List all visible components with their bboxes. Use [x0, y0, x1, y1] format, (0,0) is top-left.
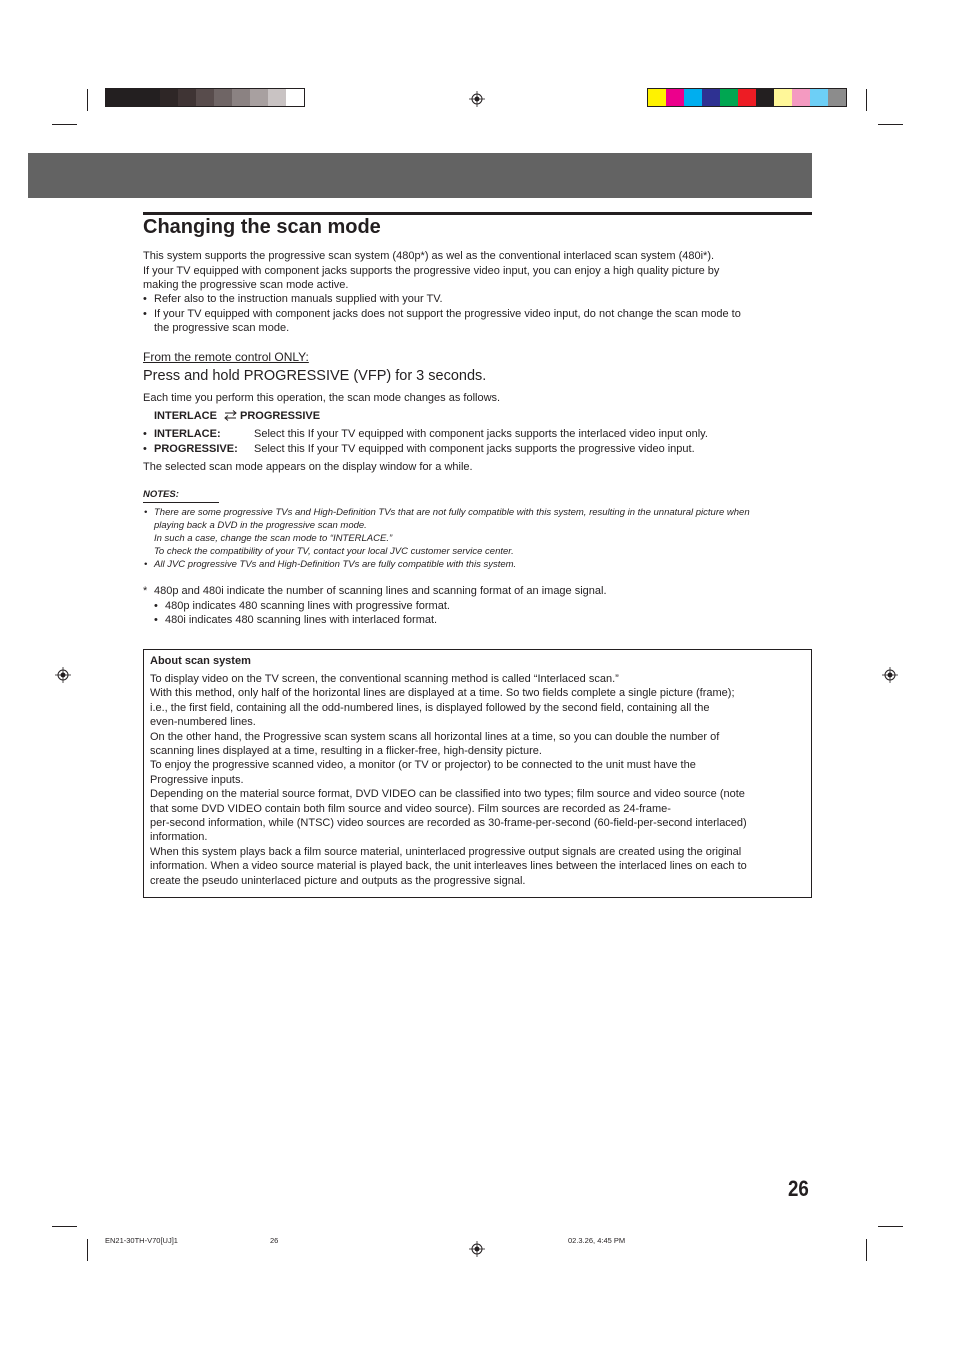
color-swatch [142, 89, 160, 106]
about-box-line: per-second information, while (NTSC) video sources are recorded as 30-frame-per-second (60-field-per-second interlaced) [150, 817, 747, 830]
color-swatch [232, 89, 250, 106]
color-swatch [774, 89, 792, 106]
footnote-sub-text: 480i indicates 480 scanning lines with interlaced format. [165, 614, 438, 626]
footnote-sub-mark: • [154, 614, 158, 626]
crop-mark [87, 1239, 88, 1261]
bullet-text: Refer also to the instruction manuals supplied with your TV. [154, 293, 443, 305]
definition-mark: • [143, 443, 147, 455]
color-swatch [684, 89, 702, 106]
notes-heading: NOTES: [143, 489, 179, 500]
note-text: All JVC progressive TVs and High-Definition TVs are fully compatible with this system. [154, 559, 517, 570]
about-box-line: information. When a video source material is played back, the unit interleaves lines between the interlaced lines on each to [150, 860, 747, 873]
bullet-text: the progressive scan mode. [154, 322, 290, 334]
footnote-mark: * [143, 585, 148, 597]
about-box-line: create the pseudo uninterlaced picture and outputs as the progressive signal. [150, 874, 526, 887]
header-band [28, 153, 812, 198]
color-swatch [738, 89, 756, 106]
color-swatch [160, 89, 178, 106]
definition-text: Select this If your TV equipped with component jacks supports the progressive video input. [254, 443, 695, 455]
note-text: There are some progressive TVs and High-Definition TVs that are not fully compatible with this system, resulting in the unnatural picture when [154, 507, 750, 518]
bullet-mark: • [143, 307, 147, 320]
crop-mark [87, 89, 88, 111]
about-box-line: On the other hand, the Progressive scan system scans all horizontal lines at a time, so you can double the number of [150, 730, 720, 743]
note-text: To check the compatibility of your TV, contact your local JVC customer service center. [154, 546, 514, 557]
footer-page: 26 [270, 1236, 279, 1245]
definition-term: PROGRESSIVE: [154, 443, 238, 455]
note-text: playing back a DVD in the progressive scan mode. [154, 520, 367, 531]
registration-mark-icon [882, 667, 898, 683]
color-swatch [810, 89, 828, 106]
about-box-line: Progressive inputs. [150, 773, 244, 786]
footnote-sub-text: 480p indicates 480 scanning lines with progressive format. [165, 600, 450, 612]
definition-mark: • [143, 428, 147, 440]
intro-line: making the progressive scan mode active. [143, 279, 349, 291]
notes-rule [143, 502, 219, 503]
definition-term: INTERLACE: [154, 428, 221, 440]
crop-mark [866, 1239, 867, 1261]
registration-mark-icon [55, 667, 71, 683]
page-number: 26 [788, 1176, 809, 1201]
crop-mark [878, 124, 903, 125]
crop-mark [878, 1226, 903, 1227]
color-swatch [286, 89, 304, 106]
intro-line: This system supports the progressive scan system (480p*) as wel as the conventional interlaced scan system (480i*). [143, 250, 715, 262]
about-box-title: About scan system [150, 655, 251, 667]
intro-line: If your TV equipped with component jacks supports the progressive video input, you can enjoy a high quality picture by [143, 264, 720, 277]
mode-progressive: PROGRESSIVE [240, 410, 321, 422]
crop-mark [52, 124, 77, 125]
footnote-sub-mark: • [154, 600, 158, 612]
bullet-mark: • [143, 293, 147, 305]
about-box-line: To display video on the TV screen, the conventional scanning method is called “Interlaced scan.” [150, 673, 619, 685]
note-mark: • [144, 559, 148, 570]
note-mark: • [144, 507, 148, 518]
remote-label: From the remote control ONLY: [143, 350, 309, 364]
grayscale-color-bar [105, 88, 305, 107]
toggle-arrows-icon [224, 410, 237, 421]
color-swatch [124, 89, 142, 106]
color-swatch [720, 89, 738, 106]
color-swatch [756, 89, 774, 106]
note-text: In such a case, change the scan mode to “INTERLACE.” [154, 533, 393, 544]
crop-mark [866, 89, 867, 111]
about-box-line: When this system plays back a film source material, uninterlaced progressive output signals are created using the original [150, 845, 742, 858]
crop-mark [52, 1226, 77, 1227]
registration-mark-icon [469, 1241, 485, 1257]
color-swatch [828, 89, 846, 106]
process-color-bar [647, 88, 847, 107]
color-swatch [106, 89, 124, 106]
footer-timestamp: 02.3.26, 4:45 PM [568, 1236, 626, 1245]
selected-mode-note: The selected scan mode appears on the display window for a while. [143, 461, 473, 473]
bullet-text: If your TV equipped with component jacks does not support the progressive video input, do not change the scan mode to [154, 307, 741, 320]
color-swatch [702, 89, 720, 106]
registration-mark-icon [469, 91, 485, 107]
each-time-text: Each time you perform this operation, the scan mode changes as follows. [143, 392, 501, 404]
about-box-line: To enjoy the progressive scanned video, a monitor (or TV or projector) to be connected to the unit must have the [150, 759, 696, 772]
about-box-line: scanning lines displayed at a time, resulting in a flicker-free, high-density picture. [150, 745, 542, 758]
about-box-line: information. [150, 831, 208, 844]
color-swatch [268, 89, 286, 106]
color-swatch [196, 89, 214, 106]
page-title: Changing the scan mode [143, 216, 381, 238]
definition-text: Select this If your TV equipped with component jacks supports the interlaced video input only. [254, 428, 708, 440]
color-swatch [250, 89, 268, 106]
footer-file: EN21-30TH-V70[UJ]1 [105, 1236, 178, 1245]
about-box-body [150, 672, 802, 888]
about-box-line: With this method, only half of the horizontal lines are displayed at a time. So two fields complete a single picture (frame); [150, 687, 735, 700]
about-box-line: Depending on the material source format, DVD VIDEO can be classified into two types; film source and video source (note [150, 788, 745, 801]
color-swatch [178, 89, 196, 106]
about-box-line: that some DVD VIDEO contain both film source and video source). Film sources are recorded as 24-frame- [150, 802, 671, 815]
about-box-line: i.e., the first field, containing all the odd-numbered lines, is displayed followed by the second field, containing all the [150, 701, 710, 714]
step-instruction: Press and hold PROGRESSIVE (VFP) for 3 seconds. [143, 368, 487, 384]
color-swatch [648, 89, 666, 106]
footnote-text: 480p and 480i indicate the number of scanning lines and scanning format of an image signal. [154, 585, 607, 597]
color-swatch [666, 89, 684, 106]
about-box-line: even-numbered lines. [150, 716, 256, 729]
color-swatch [792, 89, 810, 106]
mode-interlace: INTERLACE [154, 410, 217, 422]
color-swatch [214, 89, 232, 106]
